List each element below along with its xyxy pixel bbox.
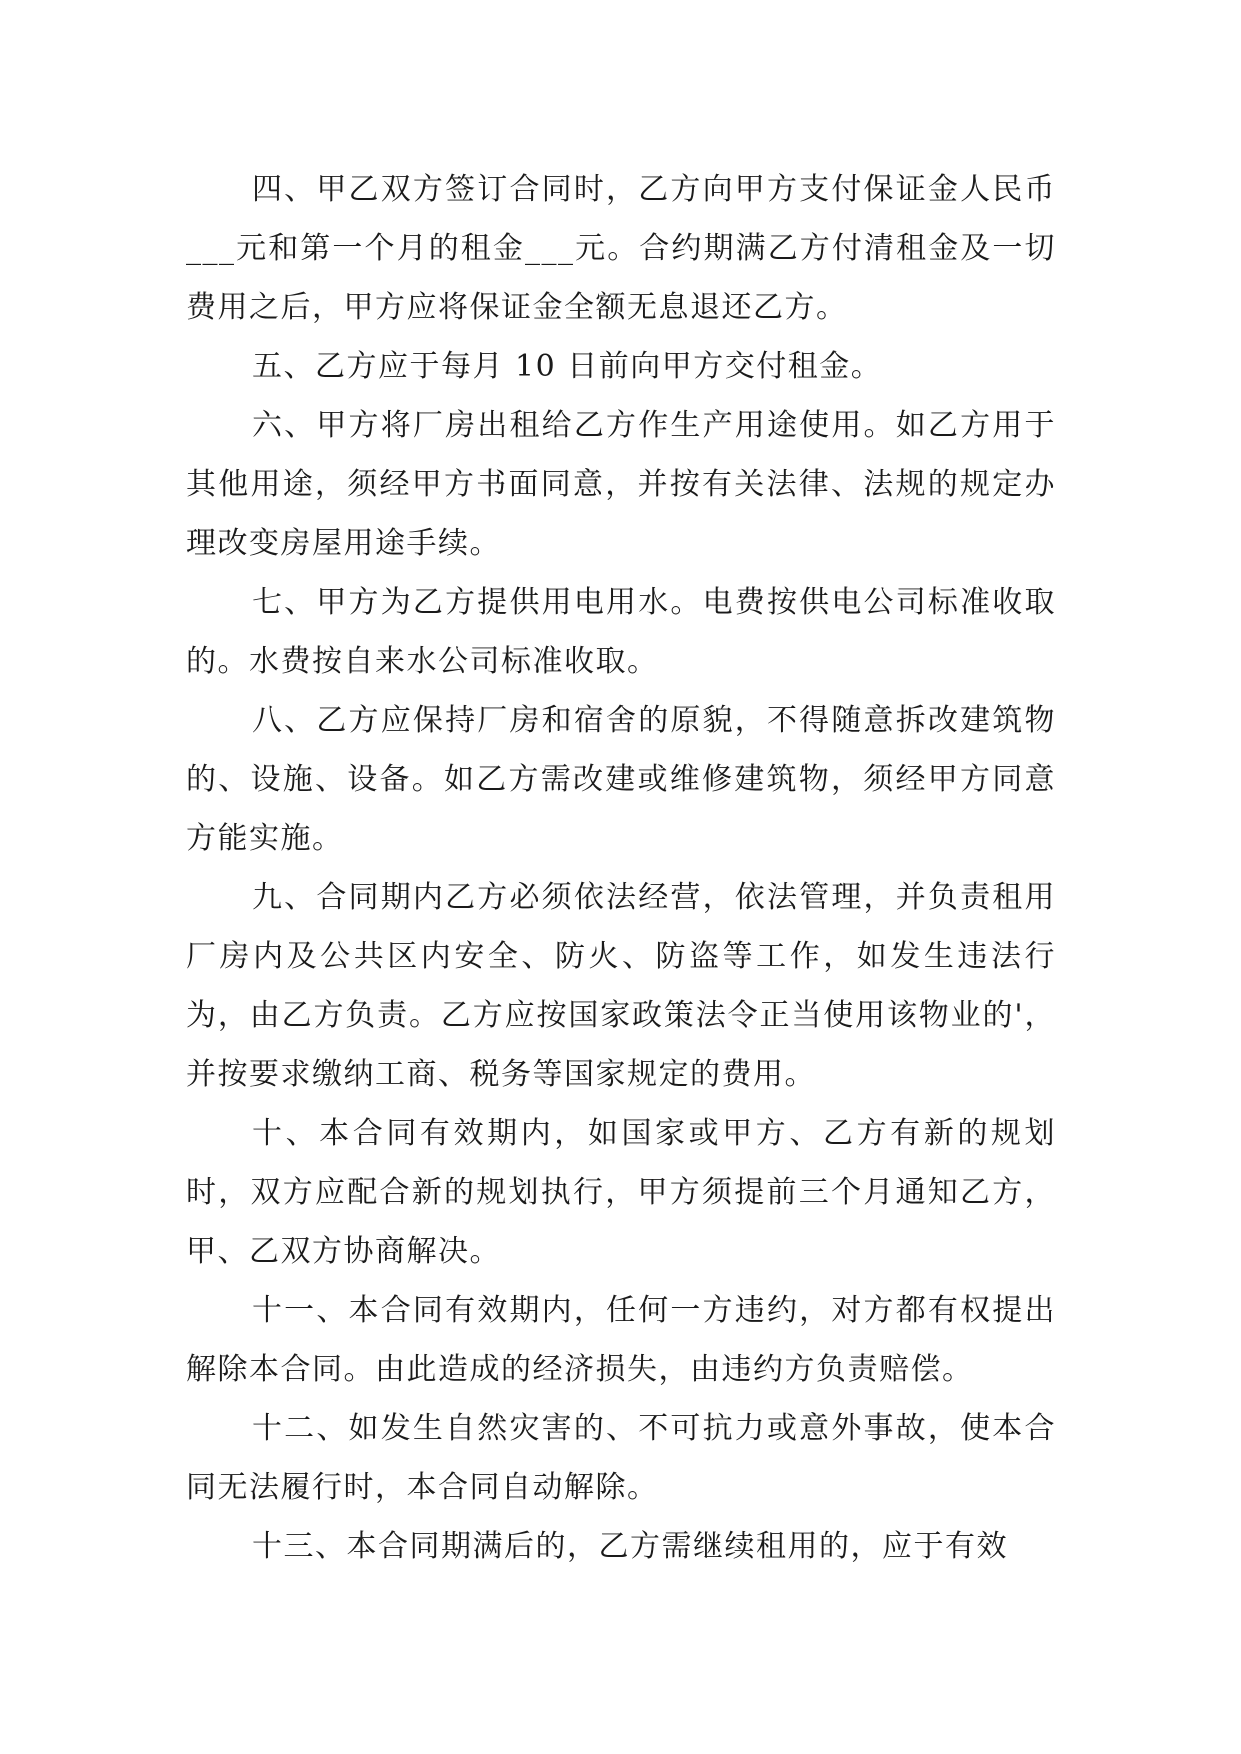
clause-5-paragraph: 五、乙方应于每月 10 日前向甲方交付租金。 [252, 349, 883, 384]
clause-11-paragraph: 十一、本合同有效期内，任何一方违约，对方都有权提出解除本合同。由此造成的经济损失，由违约方负责赔偿。 [186, 1293, 1056, 1387]
clause-10-paragraph: 十、本合同有效期内，如国家或甲方、乙方有新的规划时，双方应配合新的规划执行，甲方须提前三个月通知乙方，甲、乙双方协商解决。 [186, 1116, 1056, 1269]
clause-9-paragraph: 九、合同期内乙方必须依法经营，依法管理，并负责租用厂房内及公共区内安全、防火、防盗等工作，如发生违法行为，由乙方负责。乙方应按国家政策法令正当使用该物业的'，并按要求缴纳工商、税务等国家规定的费用。 [186, 880, 1056, 1092]
clause-8-paragraph: 八、乙方应保持厂房和宿舍的原貌，不得随意拆改建筑物的、设施、设备。如乙方需改建或维修建筑物，须经甲方同意方能实施。 [186, 703, 1056, 856]
clause-6-paragraph: 六、甲方将厂房出租给乙方作生产用途使用。如乙方用于其他用途，须经甲方书面同意，并按有关法律、法规的规定办理改变房屋用途手续。 [186, 408, 1056, 561]
clause-4-paragraph: 四、甲乙双方签订合同时，乙方向甲方支付保证金人民币___元和第一个月的租金___元。合约期满乙方付清租金及一切费用之后，甲方应将保证金全额无息退还乙方。 [186, 172, 1056, 325]
clause-13-paragraph: 十三、本合同期满后的，乙方需继续租用的，应于有效 [252, 1529, 1008, 1564]
clause-7-paragraph: 七、甲方为乙方提供用电用水。电费按供电公司标准收取的。水费按自来水公司标准收取。 [186, 585, 1056, 679]
clause-12-paragraph: 十二、如发生自然灾害的、不可抗力或意外事故，使本合同无法履行时，本合同自动解除。 [186, 1411, 1056, 1505]
document-body [186, 160, 1056, 1576]
